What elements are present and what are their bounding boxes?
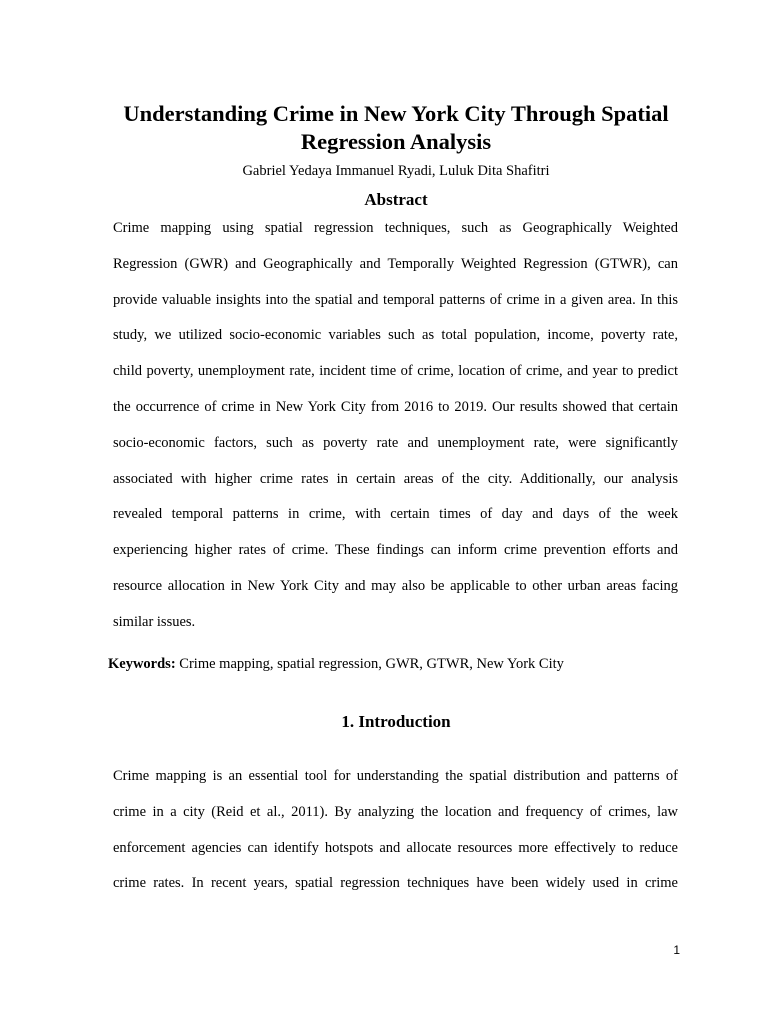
abstract-line: similar issues.: [113, 613, 196, 630]
abstract-line: experiencing higher rates of crime. These findings can inform crime prevention efforts and: [113, 542, 678, 559]
abstract-line: revealed temporal patterns in crime, with certain times of day and days of the week: [113, 506, 678, 523]
introduction-line: Crime mapping is an essential tool for understanding the spatial distribution and patterns of: [113, 768, 678, 784]
abstract-line: Regression (GWR) and Geographically and Temporally Weighted Regression (GTWR), can: [113, 255, 678, 272]
keywords-text: Crime mapping, spatial regression, GWR, GTWR, New York City: [175, 656, 564, 672]
abstract-line: child poverty, unemployment rate, incident time of crime, location of crime, and year to predict: [113, 363, 678, 380]
keywords-line: [108, 654, 708, 674]
abstract-line: resource allocation in New York City and may also be applicable to other urban areas facing: [113, 577, 678, 594]
introduction-body: [113, 759, 678, 902]
abstract-heading: Abstract: [364, 190, 428, 209]
abstract-line: the occurrence of crime in New York City from 2016 to 2019. Our results showed that certain: [113, 398, 678, 415]
title-line: Understanding Crime in New York City Through Spatial: [123, 101, 669, 126]
keywords-label: Keywords:: [108, 656, 176, 672]
introduction-line: enforcement agencies can identify hotspots and allocate resources more effectively to reduce: [113, 839, 678, 856]
introduction-heading: 1. Introduction: [341, 712, 451, 731]
abstract-line: socio-economic factors, such as poverty rate and unemployment rate, were significantly: [113, 434, 678, 451]
author-list: Gabriel Yedaya Immanuel Ryadi, Luluk Dita Shafitri: [242, 163, 550, 179]
page-number: 1: [673, 943, 680, 957]
abstract-line: associated with higher crime rates in certain areas of the city. Additionally, our analysis: [113, 470, 678, 487]
paper-title: [60, 100, 732, 156]
abstract-body: [113, 211, 678, 641]
abstract-line: study, we utilized socio-economic variables such as total population, income, poverty rate,: [113, 327, 678, 344]
introduction-line: crime in a city (Reid et al., 2011). By analyzing the location and frequency of crimes, law: [113, 803, 678, 820]
introduction-line: crime rates. In recent years, spatial regression techniques have been widely used in crime: [113, 875, 678, 892]
title-line: Regression Analysis: [300, 129, 492, 154]
abstract-line: Crime mapping using spatial regression techniques, such as Geographically Weighted: [113, 220, 678, 236]
abstract-line: provide valuable insights into the spatial and temporal patterns of crime in a given area. In this: [113, 291, 678, 308]
